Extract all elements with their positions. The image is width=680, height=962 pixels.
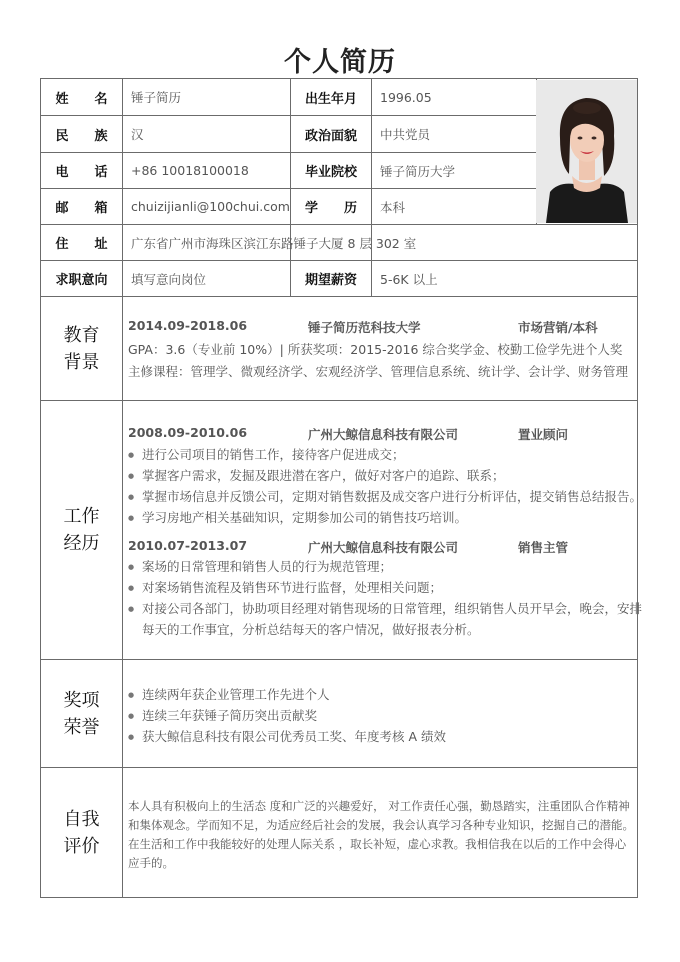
- ethnic-label: 民 族: [55, 128, 108, 144]
- email-label: 邮 箱: [55, 201, 108, 216]
- address-label: 住 址: [55, 237, 108, 252]
- politics-label: 政治面貌: [304, 128, 357, 144]
- work-label-line1: 工作: [63, 506, 100, 527]
- self-line: 和集体观念。学而知不足，为适应经后社会的发展，我会认真学习各种专业知识，挖掘自己的潜能。: [128, 818, 634, 832]
- degree-value: 本科: [380, 199, 406, 215]
- job-duty: ● 进行公司项目的销售工作，接待客户促进成交；: [128, 445, 405, 465]
- phone-value: +86 10018100018: [131, 163, 249, 178]
- address-value: 广东省广州市海珠区滨江东路锤子大厦 8 层 302 室: [131, 235, 417, 251]
- name-label: 姓 名: [55, 91, 108, 107]
- job-position: 销售主管: [518, 540, 569, 555]
- job-duty: ● 学习房地产相关基础知识，定期参加公司的销售技巧培训。: [128, 508, 467, 528]
- honors-section-label: [41, 660, 122, 767]
- honors-label-line1: 奖项: [63, 689, 100, 711]
- degree-label: 学 历: [304, 201, 357, 216]
- job-company: 广州大鲸信息科技有限公司: [308, 427, 459, 442]
- work-label-line2: 经历: [63, 533, 100, 554]
- self-line: 本人具有积极向上的生活态 度和广泛的兴趣爱好， 对工作责任心强，勤恳踏实，注重团队合作精神: [128, 799, 630, 813]
- school-value: 锤子简历大学: [380, 163, 456, 179]
- education-school: 锤子简历范科技大学: [308, 320, 421, 335]
- job-duty: ● 对接公司各部门，协助项目经理对销售现场的日常管理，组织销售人员开早会，晚会，安排: [128, 599, 642, 619]
- ethnic-value: 汉: [131, 127, 144, 142]
- self-line: 在生活和工作中我能较好的处理人际关系 ，取长补短，虚心求教。我相信我在以后的工作中会得心: [128, 837, 627, 851]
- salary-value: 5-6K 以上: [380, 271, 438, 287]
- birth-label: 出生年月: [304, 91, 357, 107]
- self-section-label: [41, 768, 122, 897]
- honor-item: ● 连续三年获锤子简历突出贡献奖: [128, 706, 317, 726]
- work-section-label: [41, 401, 122, 659]
- education-gpa: GPA：3.6（专业前 10%）| 所获奖项：2015-2016 综合奖学金、校勤工俭学先进个人奖: [128, 342, 623, 357]
- job-period: 2008.09-2010.06: [128, 425, 248, 440]
- honor-item: ● 获大鲸信息科技有限公司优秀员工奖、年度考核 A 绩效: [128, 727, 446, 747]
- education-major: 市场营销/本科: [518, 320, 598, 335]
- job-duty-continued: 每天的工作事宜，分析总结每天的客户情况，做好报表分析。: [142, 622, 480, 637]
- job-position: 置业顾问: [518, 427, 569, 442]
- self-label-line2: 评价: [63, 835, 100, 857]
- job-duty: ● 案场的日常管理和销售人员的行为规范管理；: [128, 557, 392, 577]
- birth-value: 1996.05: [380, 89, 432, 105]
- row-divider: [40, 659, 638, 660]
- education-courses: 主修课程：管理学、微观经济学、宏观经济学、管理信息系统、统计学、会计学、财务管理: [128, 364, 629, 379]
- row-divider: [40, 767, 638, 768]
- profile-photo: [536, 80, 637, 223]
- intent-label: 求职意向: [55, 273, 108, 288]
- intent-value: 填写意向岗位: [131, 271, 207, 287]
- portrait-image: [536, 80, 637, 223]
- education-label-line2: 背景: [63, 351, 100, 373]
- salary-label: 期望薪资: [304, 273, 357, 288]
- self-line: 应手的。: [128, 856, 174, 870]
- honor-item: ● 连续两年获企业管理工作先进个人: [128, 685, 330, 705]
- row-divider: [40, 296, 638, 297]
- self-label-line1: 自我: [63, 808, 100, 830]
- politics-value: 中共党员: [380, 127, 431, 142]
- education-section-label: [41, 297, 122, 400]
- name-value: 锤子简历: [131, 90, 182, 105]
- job-duty: ● 对案场销售流程及销售环节进行监督，处理相关问题；: [128, 578, 442, 598]
- email-value: chuizijianli@100chui.com: [131, 199, 290, 214]
- job-duty: ● 掌握市场信息并反馈公司，定期对销售数据及成交客户进行分析评估，提交销售总结报告。: [128, 487, 642, 507]
- education-label-line1: 教育: [63, 324, 100, 346]
- education-period: 2014.09-2018.06: [128, 318, 248, 333]
- job-duty: ● 掌握客户需求，发掘及跟进潜在客户，做好对客户的追踪、联系；: [128, 466, 505, 486]
- page-title: 个人简历: [284, 47, 396, 78]
- school-label: 毕业院校: [304, 165, 357, 180]
- honors-label-line2: 荣誉: [63, 716, 100, 738]
- phone-label: 电 话: [55, 165, 108, 180]
- job-company: 广州大鲸信息科技有限公司: [308, 540, 459, 555]
- job-period: 2010.07-2013.07: [128, 538, 248, 553]
- row-divider: [40, 400, 638, 401]
